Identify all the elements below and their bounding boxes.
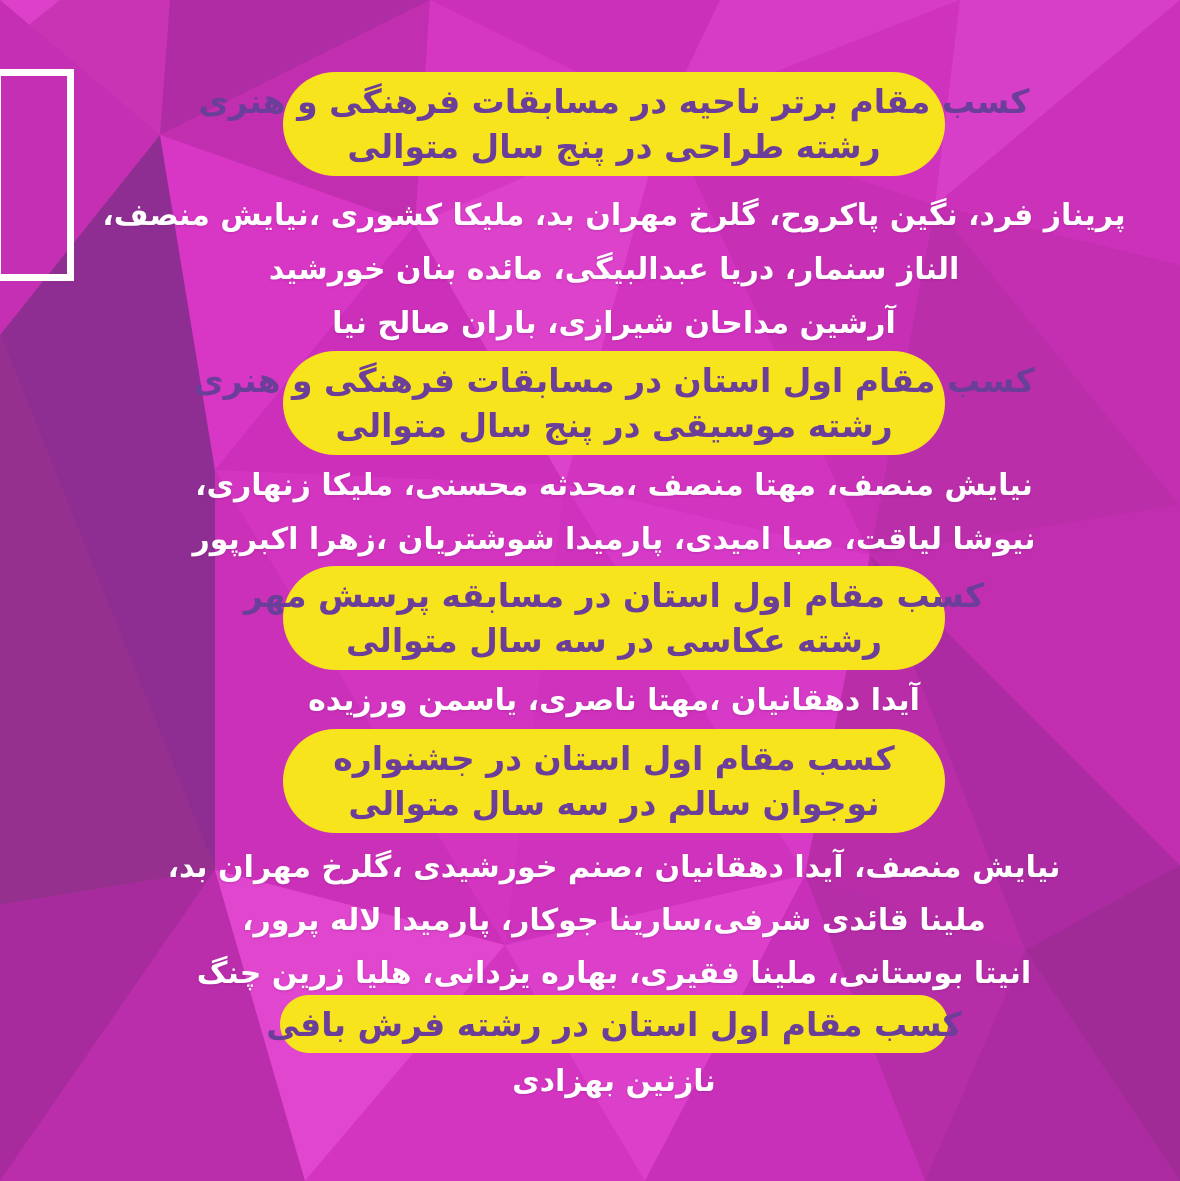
award-banner-2 bbox=[193, 351, 1035, 455]
names-line: پریناز فرد، نگین پاکروح، گلرخ مهران بد، ملیکا کشوری ،نیایش منصف، bbox=[102, 198, 1126, 233]
award-section-4 bbox=[48, 729, 1180, 833]
names-line: نیوشا لیاقت، صبا امیدی، پارمیدا شوشتریان ،زهرا اکبرپور bbox=[192, 522, 1036, 557]
banner-title-line: کسب مقام اول استان در رشته فرش بافی bbox=[266, 1004, 962, 1044]
banner-title-line: نوجوان سالم در سه سال متوالی bbox=[348, 784, 880, 823]
names-line: نیایش منصف، آیدا دهقانیان ،صنم خورشیدی ،گلرخ مهران بد، bbox=[167, 850, 1061, 885]
names-line: نازنین بهزادی bbox=[512, 1064, 716, 1099]
names-line: آیدا دهقانیان ،مهتا ناصری، یاسمن ورزیده bbox=[308, 683, 920, 718]
banner-title-line: رشته موسیقی در پنج سال متوالی bbox=[335, 406, 893, 445]
banner-title-line: رشته طراحی در پنج سال متوالی bbox=[347, 127, 881, 166]
names-line: انیتا بوستانی، ملینا فقیری، بهاره یزدانی، هلیا زرین چنگ bbox=[196, 956, 1032, 991]
award-section-3 bbox=[48, 566, 1180, 670]
banner-title-line: کسب مقام اول استان در مسابقه پرسش مهر bbox=[243, 576, 985, 615]
award-section-2 bbox=[48, 351, 1180, 455]
names-line: نیایش منصف، مهتا منصف ،محدثه محسنی، ملیکا زنهاری، bbox=[195, 468, 1033, 503]
award-names-3 bbox=[48, 674, 1180, 728]
banner-title-line: کسب مقام برتر ناحیه در مسابقات فرهنگی و هنری bbox=[198, 82, 1030, 121]
awards-list bbox=[48, 0, 1180, 1181]
award-banner-3 bbox=[243, 566, 985, 670]
banner-title-line: کسب مقام اول استان در جشنواره bbox=[333, 739, 895, 778]
award-names-5 bbox=[48, 1055, 1180, 1109]
award-banner-4 bbox=[283, 729, 945, 833]
names-line: ملینا قائدی شرفی،سارینا جوکار، پارمیدا لاله پرور، bbox=[242, 903, 986, 938]
award-banner-1 bbox=[198, 72, 1030, 176]
award-names-2 bbox=[48, 459, 1180, 567]
names-line: الناز سنمار، دریا عبدالبیگی، مائده بنان خورشید bbox=[268, 252, 960, 287]
names-line: آرشین مداحان شیرازی، باران صالح نیا bbox=[332, 306, 896, 341]
banner-title-line: رشته عکاسی در سه سال متوالی bbox=[346, 621, 882, 660]
award-names-1 bbox=[48, 189, 1180, 351]
award-section-5 bbox=[48, 995, 1180, 1053]
award-names-4 bbox=[48, 841, 1180, 1000]
award-section-1 bbox=[48, 72, 1180, 176]
award-banner-5 bbox=[266, 995, 962, 1053]
banner-title-line: کسب مقام اول استان در مسابقات فرهنگی و هنری bbox=[193, 361, 1035, 400]
